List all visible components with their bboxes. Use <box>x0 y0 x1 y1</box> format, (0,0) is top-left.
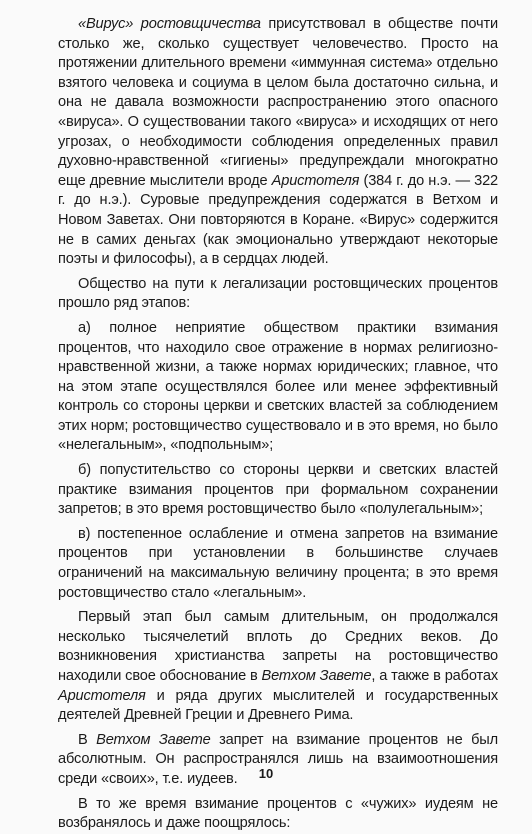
text-segment: Первый этап был самым длительным, он продолжался несколько тысячелетий вплоть до Средних веков. До возникновения христианства запреты на ростовщичество находили свое обоснование в <box>58 609 498 684</box>
italic-text: Аристотеля <box>58 687 146 704</box>
text-segment: , а также в работах <box>371 668 498 684</box>
text-segment: (384 г. до н.э. — 322 г. до н.э.). Суровые предупреждения содержатся в Ветхом и Новом Заветах. Они повторяются в Коране. «Вирус» содержится не в самих деньгах (как эмоционально утверждают некоторые поэты и философы), а в сердцах людей. <box>58 172 498 268</box>
text-body <box>58 15 498 834</box>
italic-text: Ветхом Завете <box>96 731 211 748</box>
paragraph <box>58 525 498 603</box>
text-segment: присутствовал в обществе почти столько же, сколько существует человечество. Просто на протяжении длительного времени «иммунная система» отдельно взятого человека и социума в целом была достаточно сильна, и она не давала возможности распространению этого опасного «вируса». О существовании такого «вируса» и исходящих от него угрозах, о необходимости соблюдения определенных правил духовно-нравственной «гигиены» предупреждали многократно еще древние мыслители вроде <box>58 16 498 189</box>
paragraph <box>58 15 498 270</box>
italic-text: «Вирус» ростовщичества <box>78 16 261 32</box>
text-segment: запрет на взимание процентов не был абсолютным. Он распространялся лишь на взаимоотношения среди «своих», т.е. иудеев. <box>58 731 498 787</box>
paragraph <box>58 608 498 726</box>
text-segment: б) попустительство со стороны церкви и светских властей практике взимания процентов при формальном сохранении запретов; в это время ростовщичество было «полулегальным»; <box>58 462 498 518</box>
paragraph <box>58 795 498 834</box>
text-segment: и ряда других мыслителей и государственных деятелей Древней Греции и Древнего Рима. <box>58 687 498 724</box>
italic-text: Аристотеля <box>271 172 360 189</box>
paragraph <box>58 319 498 456</box>
text-segment: а) полное неприятие обществом практики взимания процентов, что находило свое отражение в нормах религиозно-нравственной жизни, а также нормах юридических; главное, что на этом этапе осуществлялся более или менее эффективный контроль со стороны церкви и светских властей за соблюдением этих норм; ростовщичество существовало и в это время, но было «нелегальным», «подпольным»; <box>58 319 498 454</box>
text-segment: В то же время взимание процентов с «чужих» иудеям не возбранялось и даже поощрялось: <box>58 795 498 832</box>
paragraph <box>58 275 498 314</box>
text-segment: В <box>78 731 97 748</box>
paragraph <box>58 461 498 520</box>
text-segment: в) постепенное ослабление и отмена запретов на взимание процентов при установлении в большинстве случаев ограничений на максимальную величину процента; в это время ростовщичество стало «легальным». <box>58 525 498 601</box>
text-segment: Общество на пути к легализации ростовщических процентов прошло ряд этапов: <box>58 275 498 312</box>
italic-text: Ветхом Завете <box>261 668 372 684</box>
page-number: 10 <box>258 766 274 781</box>
